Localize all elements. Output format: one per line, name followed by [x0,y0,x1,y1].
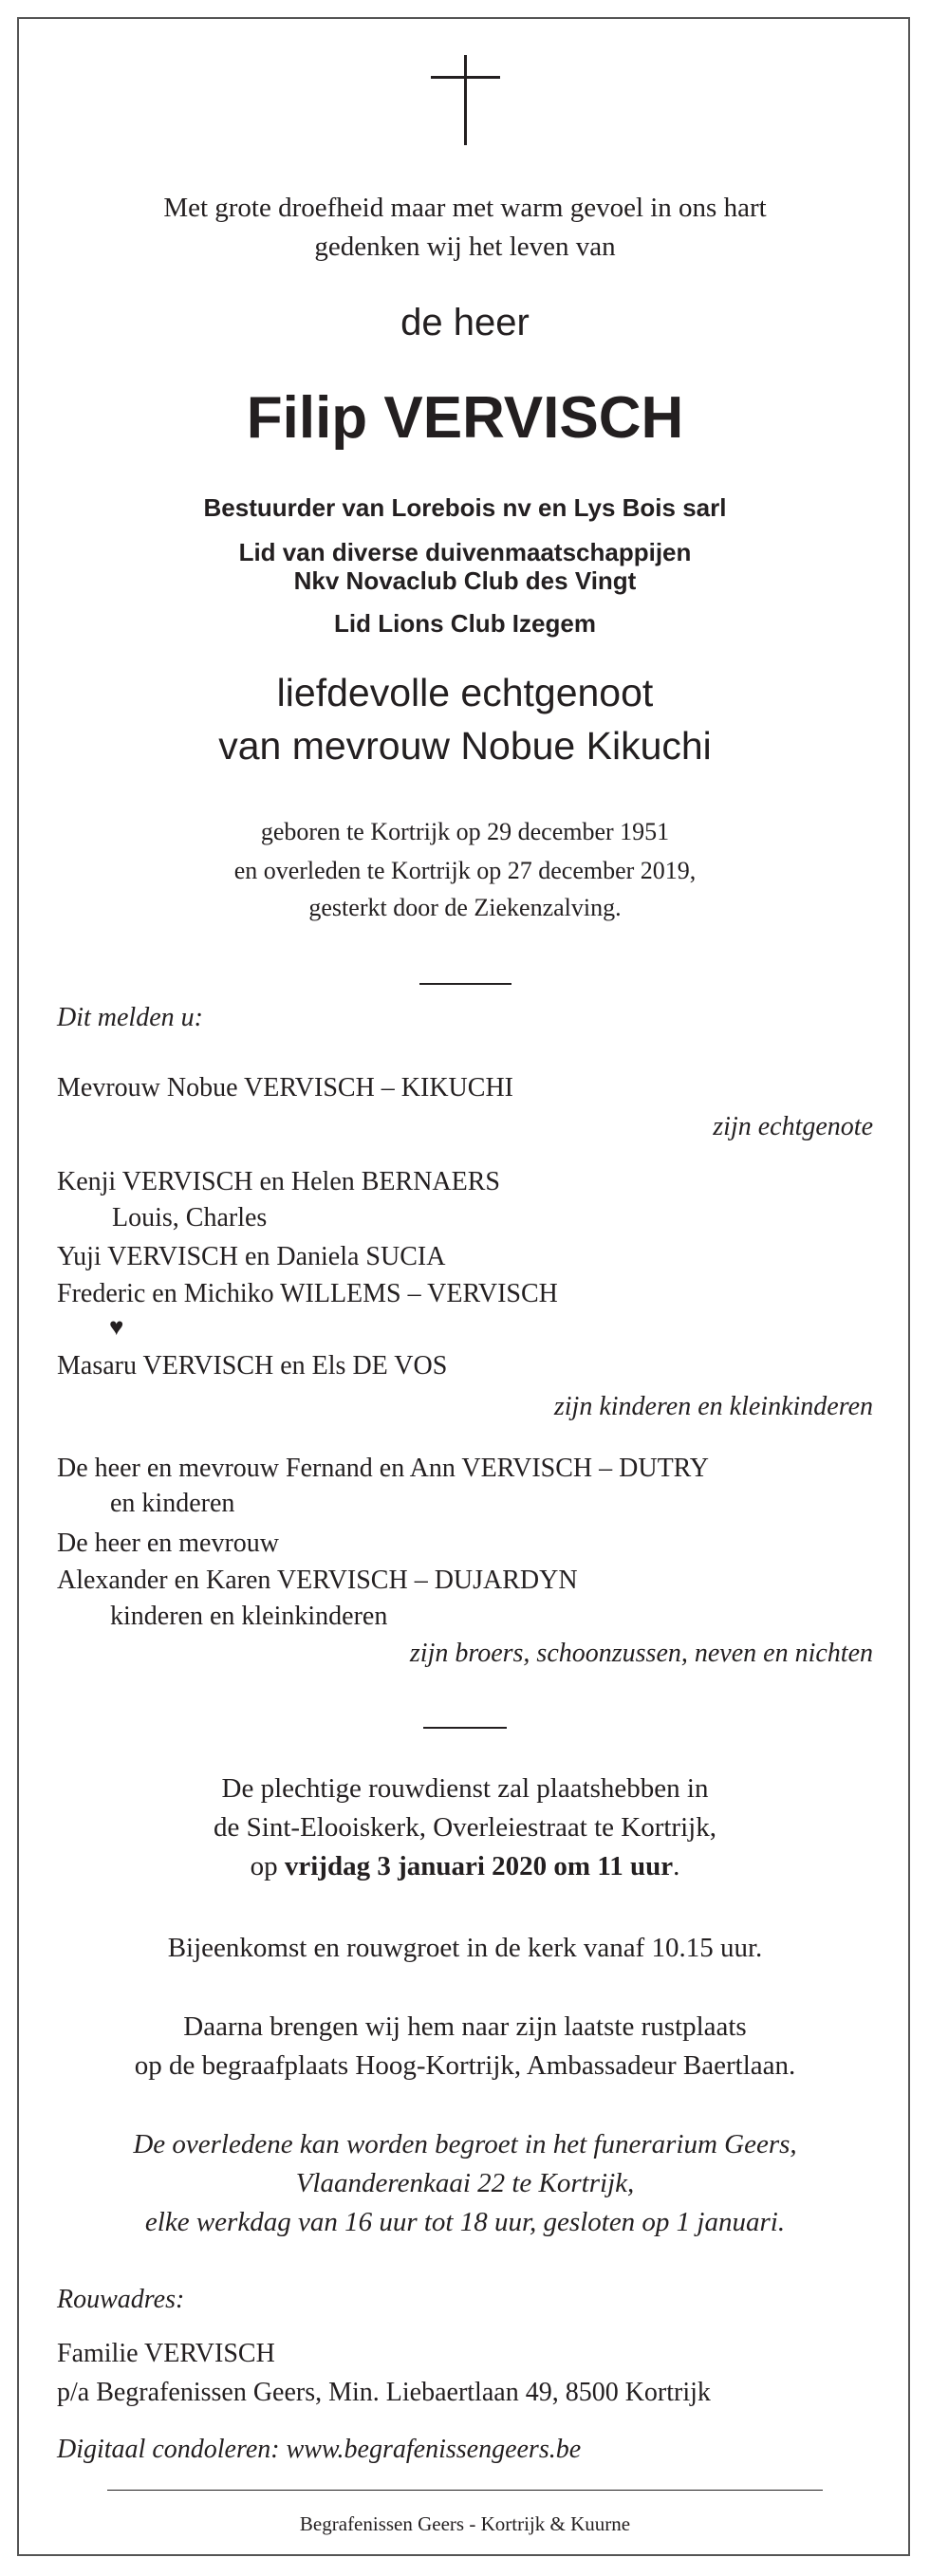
child-4: Masaru VERVISCH en Els DE VOS [57,1351,448,1381]
burial-line-1: Daarna brengen wij hem naar zijn laatste rustplaats [183,2011,747,2042]
sacrament-line: gesterkt door de Ziekenzalving. [308,894,622,921]
role-line-3: Nkv Novaclub Club des Vingt [293,566,637,595]
spouse-label: zijn echtgenote [713,1112,873,1141]
family-intro: Dit melden u: [57,1003,203,1032]
address-care-of: p/a Begrafenissen Geers, Min. Liebaertlaan 49, 8500 Kortrijk [57,2378,711,2407]
spouse-line-2: van mevrouw Nobue Kikuchi [218,724,712,768]
separator [419,983,512,985]
spouse-name: Mevrouw Nobue VERVISCH – KIKUCHI [57,1073,513,1103]
role-line-2: Lid van diverse duivenmaatschappijen [238,538,692,566]
intro-line-1: Met grote droefheid maar met warm gevoel in ons hart [163,193,767,223]
service-date-suffix: . [673,1851,680,1881]
visitation-line-3: elke werkdag van 16 uur tot 18 uur, gesloten op 1 januari. [144,2207,786,2237]
service-line-2: de Sint-Elooiskerk, Overleiestraat te Kortrijk, [214,1812,716,1843]
siblings-label: zijn broers, schoonzussen, neven en nichten [409,1639,873,1668]
footer-rule [107,2490,823,2491]
sibling-1: De heer en mevrouw Fernand en Ann VERVISCH – DUTRY [57,1454,710,1483]
address-family: Familie VERVISCH [57,2339,275,2368]
grandchildren-1: Louis, Charles [112,1203,268,1232]
deceased-name: Filip VERVISCH [246,385,684,451]
address-label: Rouwadres: [57,2285,185,2314]
cross-icon-bar [431,76,500,79]
sibling-1-sub: en kinderen [110,1489,235,1518]
service-date-prefix: op [250,1851,285,1881]
sibling-2b: Alexander en Karen VERVISCH – DUJARDYN [57,1566,578,1595]
children-label: zijn kinderen en kleinkinderen [553,1392,873,1421]
service-line-1: De plechtige rouwdienst zal plaatshebben in [221,1773,709,1804]
role-line-1: Bestuurder van Lorebois nv en Lys Bois sarl [203,493,727,522]
service-date: vrijdag 3 januari 2020 om 11 uur [284,1851,674,1881]
child-1: Kenji VERVISCH en Helen BERNAERS [57,1167,501,1196]
service-line-3 [0,1851,930,1882]
visitation-line-1: De overledene kan worden begroet in het funerarium Geers, [133,2129,797,2159]
birth-line: geboren te Kortrijk op 29 december 1951 [260,818,670,845]
salutation: de heer [400,302,530,343]
separator [423,1727,507,1729]
condolences-link[interactable]: Digitaal condoleren: www.begrafenissengeers.be [57,2435,582,2464]
footer-text: Begrafenissen Geers - Kortrijk & Kuurne [299,2512,631,2535]
child-2: Yuji VERVISCH en Daniela SUCIA [57,1242,446,1271]
cross-icon [464,55,467,145]
burial-line-2: op de begraafplaats Hoog-Kortrijk, Ambassadeur Baertlaan. [134,2050,796,2081]
child-3: Frederic en Michiko WILLEMS – VERVISCH [57,1279,558,1308]
visitation-line-2: Vlaanderenkaai 22 te Kortrijk, [295,2168,635,2198]
sibling-2a: De heer en mevrouw [57,1529,280,1558]
role-line-4: Lid Lions Club Izegem [334,609,596,638]
spouse-line-1: liefdevolle echtgenoot [276,671,654,714]
sibling-2-sub: kinderen en kleinkinderen [110,1602,388,1631]
death-line: en overleden te Kortrijk op 27 december 2019, [233,857,697,884]
intro-line-2: gedenken wij het leven van [314,232,616,262]
heart-icon: ♥ [109,1313,124,1341]
gathering-line: Bijeenkomst en rouwgroet in de kerk vanaf 10.15 uur. [167,1933,763,1963]
